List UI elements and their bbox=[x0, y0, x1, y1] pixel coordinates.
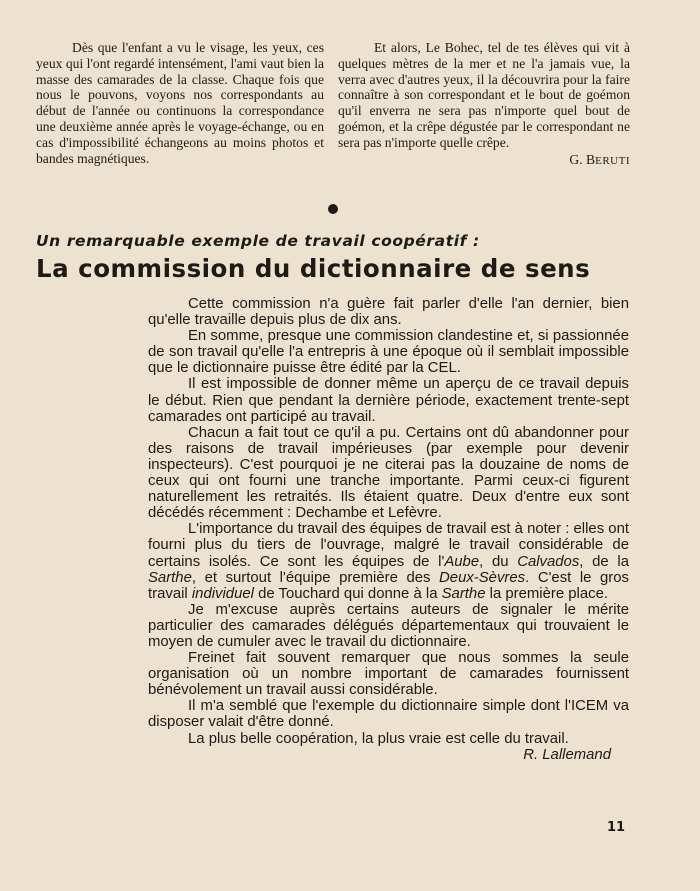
signature-lallemand: R. Lallemand bbox=[523, 746, 611, 763]
text-run: . C'est le gros travail bbox=[148, 569, 629, 602]
article-kicker: Un remarquable exemple de travail coopératif : bbox=[36, 232, 480, 250]
signature-beruti-initial: G. B bbox=[569, 151, 596, 167]
page-number: 11 bbox=[607, 820, 626, 835]
article-body bbox=[148, 296, 629, 763]
article-paragraph-8: Il m'a semblé que l'exemple du dictionnaire simple dont l'ICEM va disposer valait d'être donné. bbox=[148, 698, 629, 731]
signature-beruti bbox=[338, 152, 630, 170]
place-deux-sevres: Deux-Sèvres bbox=[439, 569, 526, 586]
text-run: la première place. bbox=[485, 585, 608, 602]
place-sarthe: Sarthe bbox=[148, 569, 192, 586]
article-paragraph-3: Il est impossible de donner même un aperçu de ce travail depuis le début. Rien que pendant la dernière période, exactement trente-sept camarades ont participé au travail. bbox=[148, 376, 629, 425]
text-run: , et surtout l'équipe première des bbox=[191, 569, 440, 586]
article-paragraph-2: En somme, presque une commission clandestine et, si passionnée de son travail qu'elle l'a entrepris à une époque où il semblait impossible que le dictionnaire puisse être édité par la CEL. bbox=[148, 328, 629, 377]
text-run: L'importance du travail des équipes de travail est à noter : elles ont fourni plus du tiers de l'ouvrage, malgré le travail considérable de certains isolés. Ce sont les équipes de l' bbox=[148, 521, 629, 570]
signature-beruti-rest: ERUTI bbox=[595, 154, 630, 167]
left-column-paragraph: Dès que l'enfant a vu le visage, les yeux, ces yeux qui l'ont regardé intensément, l'ami vaut bien la masse des camarades de la classe. Chaque fois que nous le pouvons, voyons nos correspondants au début de l'année ou continuons la correspondance une deuxième année après le voyage-échange, ou en cas d'impossibilité échangeons au moins photos et bandes magnétiques. bbox=[36, 40, 324, 166]
article-paragraph-6: Je m'excuse auprès certains auteurs de signaler le mérite particulier des camarades délégués départementaux qui trouvaient le moyen de cumuler avec le travail du dictionnaire. bbox=[148, 601, 629, 650]
right-column bbox=[338, 40, 630, 169]
article-paragraph-4: Chacun a fait tout ce qu'il a pu. Certains ont dû abandonner pour des raisons de travail impérieuses (par exemple pour devenir inspecteurs). C'est pourquoi je ne citerai pas la douzaine de noms de ceux qui ont fourni une tranche importante. Parmi ceux-ci figurent naturellement les retraités. Ils étaient quatre. Deux d'entre eux sont décédés récemment : Dechambe et Lefèvre. bbox=[148, 424, 629, 522]
article-paragraph-7: Freinet fait souvent remarquer que nous sommes la seule organisation où un nombre important de camarades fournissent bénévolement un travail aussi considérable. bbox=[148, 650, 629, 699]
article-title: La commission du dictionnaire de sens bbox=[36, 254, 591, 283]
left-column bbox=[36, 40, 324, 166]
place-sarthe-2: Sarthe bbox=[441, 585, 486, 602]
article-paragraph-5 bbox=[148, 521, 629, 601]
article-paragraph-9: La plus belle coopération, la plus vraie est celle du travail. bbox=[188, 730, 569, 747]
place-aube: Aube bbox=[444, 553, 480, 570]
word-individuel: individuel bbox=[191, 585, 254, 602]
section-bullet bbox=[328, 204, 338, 214]
right-column-paragraph: Et alors, Le Bohec, tel de tes élèves qui vit à quelques mètres de la mer et ne l'a jamais vue, la verra avec d'autres yeux, il la découvrira pour la faire connaître à son correspondant et le bout de goémon qu'il enverra ne sera pas n'importe quel bout de goémon, et la crêpe dégustée par le correspondant ne sera pas n'importe quelle crêpe. bbox=[338, 40, 630, 150]
text-run: , de la bbox=[579, 553, 629, 570]
text-run: de Touchard qui donne à la bbox=[253, 585, 442, 602]
article-paragraph-1: Cette commission n'a guère fait parler d'elle l'an dernier, bien qu'elle travaille depuis plus de dix ans. bbox=[148, 296, 629, 329]
place-calvados: Calvados bbox=[517, 553, 580, 570]
text-run: , du bbox=[479, 553, 518, 570]
